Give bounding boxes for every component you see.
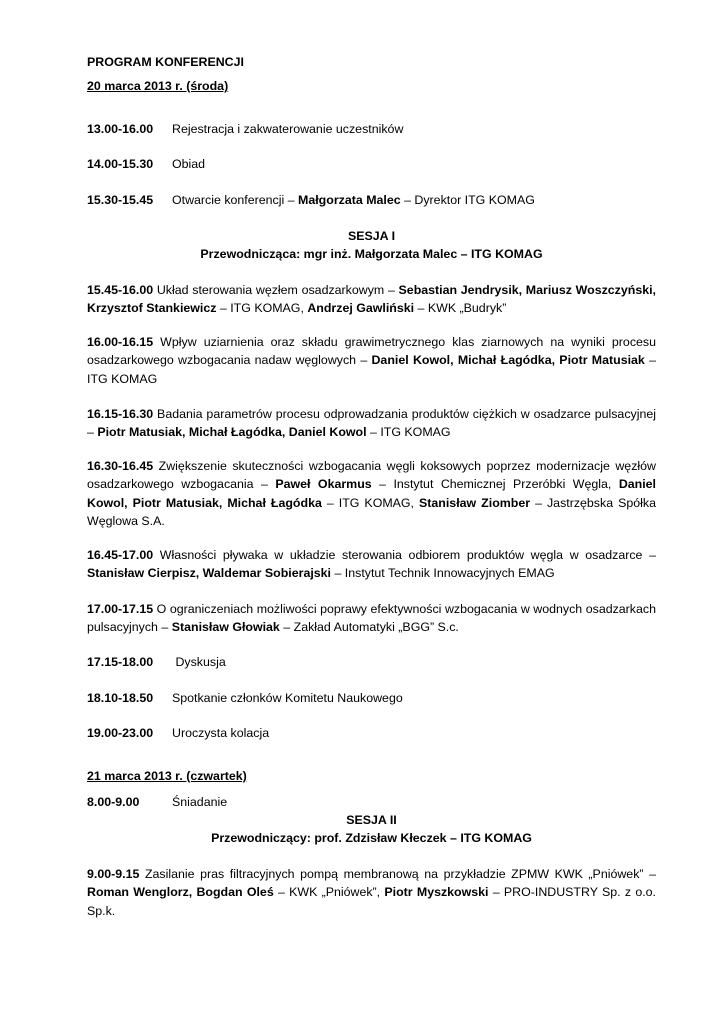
time-slot: 8.00-9.00 [87, 795, 140, 809]
talk-text: – Instytut Chemicznej Przeróbki Węgla, [371, 477, 619, 492]
time-slot: 16.45-17.00 [87, 548, 154, 562]
talk-text: – ITG KOMAG [87, 353, 656, 386]
schedule-item [87, 653, 656, 671]
talk-item [87, 865, 656, 920]
talk-text: O ograniczeniach możliwości poprawy efektywności wzbogacania w wodnych osadzarkach pulsacyjnych – [87, 602, 656, 635]
talk-text: Wpływ uziarnienia oraz składu grawimetrycznego klas ziarnowych na wyniki procesu osadzarkowego wzbogacania nadaw węglowych – [87, 335, 656, 368]
day1-heading: 20 marca 2013 r. (środa) [87, 79, 229, 93]
item-text: Rejestracja i zakwaterowanie uczestników [172, 122, 404, 136]
session1-chair: Przewodnicząca: mgr inż. Małgorzata Malec – ITG KOMAG [200, 247, 543, 261]
talk-text: Zasilanie pras filtracyjnych pompą membranową na przykładzie ZPMW KWK „Pniówek” – [139, 867, 656, 881]
day2-heading: 21 marca 2013 r. (czwartek) [87, 769, 247, 783]
session1-title: SESJA I [347, 229, 396, 243]
item-text: – Dyrektor ITG KOMAG [400, 193, 535, 207]
speaker: Stanisław Cierpisz, Waldemar Sobierajski [87, 566, 332, 581]
talk-text: – ITG KOMAG, [216, 301, 308, 316]
talk-text: – Jastrzębska Spółka Węglowa S.A. [87, 495, 656, 529]
speaker: Daniel Kowol, Michał Łagódka, Piotr Matusiak [371, 353, 645, 368]
talk-item [87, 600, 656, 637]
talk-text: Zwiększenie skuteczności wzbogacania węgli koksowych poprzez modernizacje węzłów osadzarkowego wzbogacania – [87, 459, 656, 492]
time-slot: 16.30-16.45 [87, 459, 154, 473]
schedule-item [87, 689, 656, 707]
talk-item [87, 281, 656, 318]
talk-text: – PRO-INDUSTRY Sp. z o.o. Sp.k. [87, 885, 656, 918]
schedule-item [87, 793, 656, 811]
schedule-item [87, 155, 656, 173]
time-slot: 17.15-18.00 [87, 655, 154, 669]
time-slot: 15.30-15.45 [87, 193, 154, 207]
time-slot: 15.45-16.00 [87, 283, 154, 297]
time-slot: 18.10-18.50 [87, 691, 154, 705]
speaker: Andrzej Gawliński [307, 301, 415, 316]
time-slot: 13.00-16.00 [87, 122, 154, 136]
item-text: Spotkanie członków Komitetu Naukowego [172, 691, 403, 705]
talk-text: – Zakład Automatyki „BGG” S.c. [279, 620, 459, 635]
talk-text: – ITG KOMAG, [321, 495, 420, 510]
speaker: Roman Wenglorz, Bogdan Oleś [87, 885, 274, 900]
item-text: Dyskusja [172, 655, 226, 669]
speaker: Piotr Myszkowski [384, 885, 489, 900]
speaker: Stanisław Głowiak [171, 620, 280, 635]
speaker: Sebastian Jendrysik, Mariusz Woszczyński, Krzysztof Stankiewicz [87, 283, 656, 316]
opening-item [87, 191, 656, 209]
talk-item [87, 405, 656, 442]
time-slot: 9.00-9.15 [87, 867, 140, 881]
time-slot: 16.15-16.30 [87, 407, 154, 421]
talk-item [87, 457, 656, 531]
time-slot: 14.00-15.30 [87, 157, 154, 171]
time-slot: 19.00-23.00 [87, 726, 154, 740]
session2-title: SESJA II [346, 813, 397, 827]
item-text: Otwarcie konferencji – [172, 193, 299, 207]
schedule-item [87, 724, 656, 742]
talk-text: – KWK „Budryk” [414, 301, 507, 316]
talk-text: – ITG KOMAG [366, 425, 451, 440]
talk-text: Badania parametrów procesu odprowadzania produktów ciężkich w osadzarce pulsacyjnej – [87, 407, 656, 440]
speaker: Stanisław Ziomber [419, 495, 531, 510]
item-text: Uroczysta kolacja [172, 726, 270, 740]
talk-item [87, 546, 656, 583]
time-slot: 17.00-17.15 [87, 602, 154, 616]
speaker: Małgorzata Malec [298, 193, 401, 207]
speaker: Piotr Matusiak, Michał Łagódka, Daniel Kowol [97, 425, 367, 440]
talk-item [87, 333, 656, 388]
time-slot: 16.00-16.15 [87, 335, 154, 349]
item-text: Śniadanie [172, 795, 228, 809]
speaker: Daniel Kowol, Piotr Matusiak, Michał Łagódka [87, 477, 656, 510]
talk-text: Układ sterowania węzłem osadzarkowym – [153, 283, 399, 297]
talk-text: Własności pływaka w układzie sterowania odbiorem produktów węgla w osadzarce – [153, 548, 656, 562]
item-text: Obiad [172, 157, 206, 171]
schedule-item [87, 120, 656, 138]
talk-text: – KWK „Pniówek”, [273, 885, 385, 900]
speaker: Paweł Okarmus [275, 477, 372, 492]
program-title: PROGRAM KONFERENCJI [87, 55, 244, 69]
session2-chair: Przewodniczący: prof. Zdzisław Kłeczek – ITG KOMAG [211, 831, 532, 845]
talk-text: – Instytut Technik Innowacyjnych EMAG [331, 566, 555, 581]
